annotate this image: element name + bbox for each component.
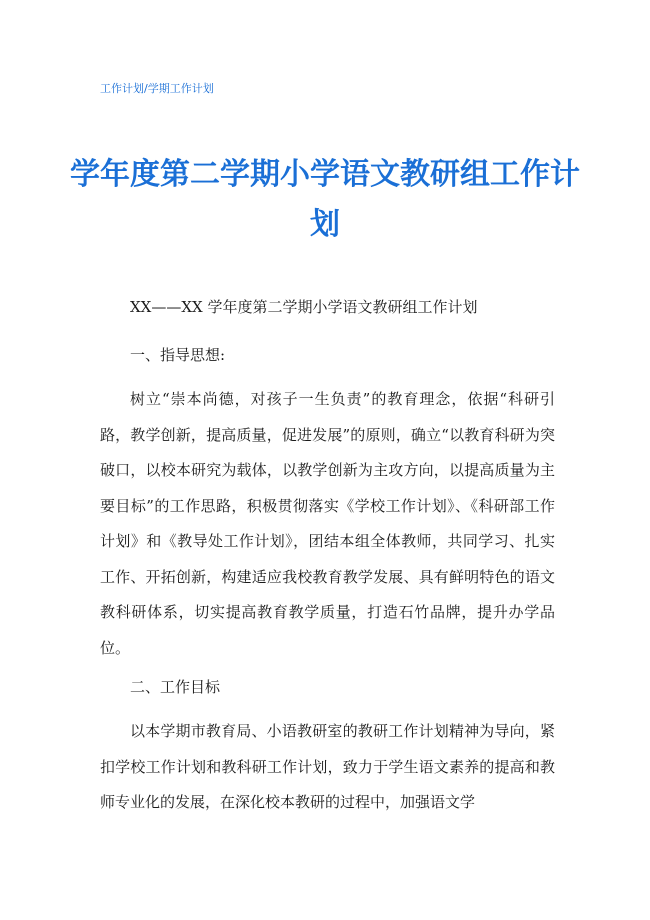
document-subtitle: XX——XX 学年度第二学期小学语文教研组工作计划 — [130, 298, 478, 316]
breadcrumb[interactable]: 工作计划/学期工作计划 — [100, 82, 214, 95]
page-title: 学年度第二学期小学语文教研组工作计划 — [70, 157, 580, 242]
paragraph-guiding-thought: 树立“崇本尚德，对孩子一生负责”的教育理念，依据“科研引路，教学创新，提高质量，促进发展”的原则，确立“以教育科研为突破口，以校本研究为载体，以教学创新为主攻方向，以提高质量为主要目标”的工作思路，积极贯彻落实《学校工作计划》、《科研部工作计划》和《教导处工作计划》，团结本组全体教师，共同学习、扎实工作、开拓创新，构建适应我校教育教学发展、具有鲜明特色的语文教科研体系，切实提高教育教学质量，打造石竹品牌，提升办学品位。 — [100, 390, 555, 657]
section-heading-guiding-thought: 一、指导思想: — [130, 346, 226, 364]
paragraph-work-goals: 以本学期市教育局、小语教研室的教研工作计划精神为导向，紧扣学校工作计划和教科研工作计划，致力于学生语文素养的提高和教师专业化的发展，在深化校本教研的过程中，加强语文学 — [100, 722, 555, 811]
section-heading-work-goals: 二、工作目标 — [130, 678, 221, 696]
